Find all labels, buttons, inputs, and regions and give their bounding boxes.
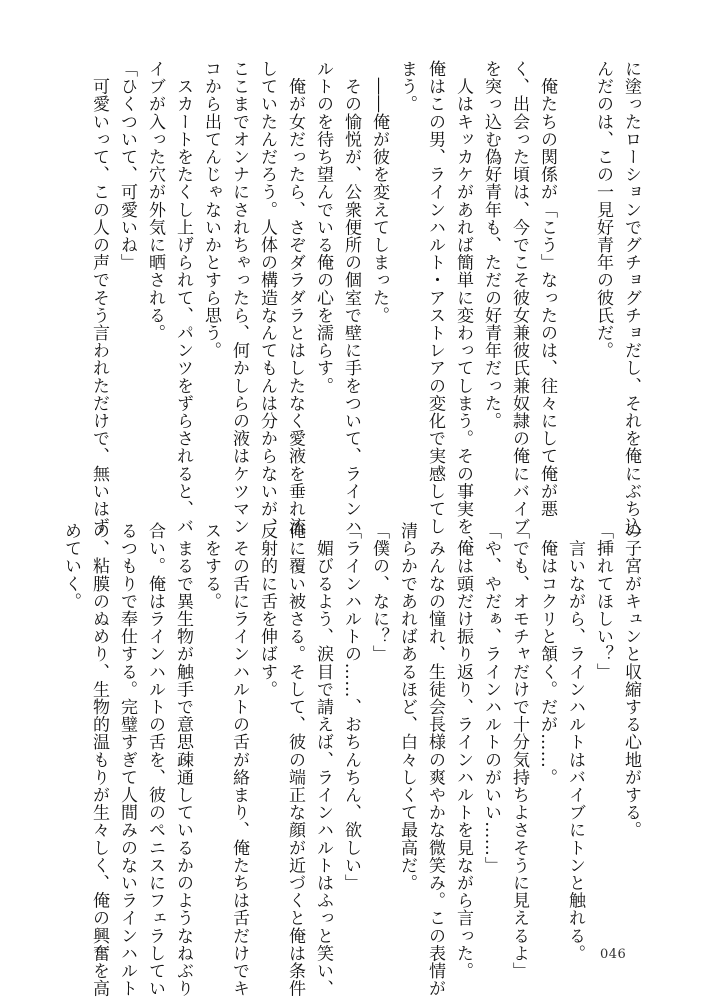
page-number: 046 <box>600 947 627 962</box>
text-line: その舌にラインハルトの舌が絡まり、俺たちは舌だけでキ <box>229 522 249 998</box>
text-line: めていく。 <box>61 522 81 610</box>
text-line: の、粘膜のぬめり、生物的温もりが生々しく、俺の興奮を高 <box>89 522 109 998</box>
text-line: まるで異生物が触手で意思疎通しているかのようなねぶり <box>173 522 193 998</box>
text-line: 俺はこの男、ラインハルト・アストレアの変化で実感してし <box>425 60 445 536</box>
text-line: 「挿れてほしい？」 <box>593 522 613 681</box>
text-line: 「ラインハルトの……、おちんちん、欲しい」 <box>341 522 361 892</box>
text-line: 俺に覆い被さる。そして、彼の端正な顔が近づくと俺は条件 <box>285 522 305 998</box>
text-line: 合い。俺はラインハルトの舌を、彼のペニスにフェラしてい <box>145 522 165 998</box>
text-line: に塗ったローションでグチョグチョだし、それを俺にぶち込 <box>621 60 641 536</box>
text-line: の子宮がキュンと収縮する心地がする。 <box>621 522 641 839</box>
text-line: 俺はコクリと頷く。だが……。 <box>537 522 557 786</box>
text-line <box>561 60 589 500</box>
text-line: 「や、やだぁ、ラインハルトのがいい……」 <box>481 522 501 874</box>
text-line: ――俺が彼を変えてしまった。 <box>369 60 389 324</box>
text-line: んだのは、この一見好青年の彼氏だ。 <box>593 60 613 360</box>
text-line: していたんだろう。人体の構造なんてもんは分からないが、 <box>257 60 277 536</box>
text-line: く、出会った頃は、今でこそ彼女兼彼氏兼奴隷の俺にバイブ <box>509 60 529 536</box>
text-line: スカートをたくし上げられて、パンツをずらされると、バ <box>173 60 193 536</box>
text-line: 俺は頭だけ振り返り、ラインハルトを見ながら言った。 <box>453 522 473 980</box>
text-line: 「僕の、なに？」 <box>369 522 389 663</box>
text-line: ここまでオンナにされちゃったら、何かしらの液はケツマン <box>229 60 249 536</box>
text-line: コから出てんじゃないかとすら思う。 <box>201 60 221 360</box>
text-line: を突っ込む偽好青年も、ただの好青年だった。 <box>481 60 501 430</box>
text-line: 清らかであればあるほど、白々しくて最高だ。 <box>397 522 417 892</box>
text-line: 人はキッカケがあれば簡単に変わってしまう。その事実を、 <box>453 60 473 553</box>
text-line: その愉悦が、公衆便所の個室で壁に手をついて、ラインハ <box>341 60 361 536</box>
text-line: 媚びるよう、涙目で請えば、ラインハルトはふっと笑い、 <box>313 522 333 998</box>
text-line: 「でも、オモチャだけで十分気持ちよさそうに見えるよ」 <box>509 522 529 980</box>
text-line: 俺たちの関係が「こう」なったのは、往々にして俺が悪 <box>537 60 557 518</box>
text-line: 可愛いって、この人の声でそう言われただけで、無いはず <box>89 60 109 536</box>
text-line: ルトのを待ち望んでいる俺の心を濡らす。 <box>313 60 333 395</box>
upper-text-block <box>85 60 645 553</box>
text-line: 俺が女だったら、さぞダラダラとはしたなく愛液を垂れ流 <box>285 60 305 536</box>
text-line: 反射的に舌を伸ばす。 <box>257 522 277 698</box>
text-line: みんなの憧れ、生徒会長様の爽やかな微笑み。この表情が <box>425 522 445 998</box>
text-line: 「ひくついて、可愛いね」 <box>117 60 137 272</box>
text-line: るつもりで奉仕する。完璧すぎて人間みのないラインハルト <box>117 522 137 998</box>
text-line: イブが入った穴が外気に晒される。 <box>145 60 165 342</box>
text-line: まう。 <box>397 60 417 113</box>
text-line: スをする。 <box>201 522 221 610</box>
text-line: 言いながら、ラインハルトはバイブにトンと触れる。 <box>565 522 585 962</box>
